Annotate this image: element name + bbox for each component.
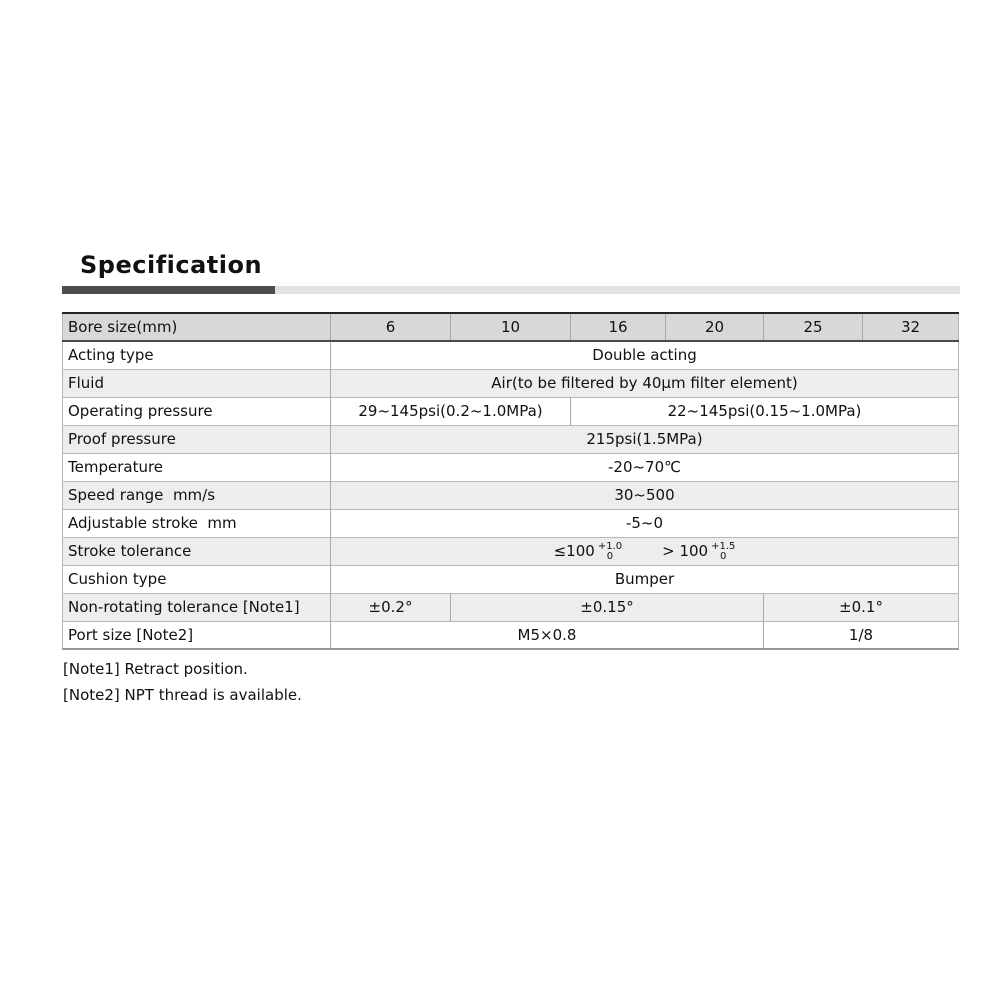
table-header-row bbox=[63, 313, 959, 341]
row-value-cell: -5~0 bbox=[331, 509, 959, 537]
table-row bbox=[63, 425, 959, 453]
table-row bbox=[63, 453, 959, 481]
bore-size-column-20: 20 bbox=[666, 313, 764, 341]
tolerance-value: ≤100 +1.0 0 bbox=[553, 540, 623, 562]
table-row bbox=[63, 621, 959, 649]
title-underline-dark-segment bbox=[62, 286, 275, 294]
table-row bbox=[63, 397, 959, 425]
row-value-cell: Air(to be filtered by 40μm filter element) bbox=[331, 369, 959, 397]
row-label: Non-rotating tolerance [Note1] bbox=[63, 593, 331, 621]
note-line: [Note1] Retract position. bbox=[63, 660, 248, 678]
row-value-cell: 1/8 bbox=[764, 621, 959, 649]
table-body bbox=[63, 341, 959, 649]
row-label: Proof pressure bbox=[63, 425, 331, 453]
table-row bbox=[63, 593, 959, 621]
table-row bbox=[63, 537, 959, 565]
tolerance-value: > 100 +1.5 0 bbox=[662, 540, 736, 562]
row-value-cell: ±0.2° bbox=[331, 593, 451, 621]
bore-size-column-25: 25 bbox=[764, 313, 863, 341]
bore-size-column-16: 16 bbox=[571, 313, 666, 341]
row-value-cell: 215psi(1.5MPa) bbox=[331, 425, 959, 453]
page-title: Specification bbox=[80, 251, 263, 279]
row-label: Adjustable stroke mm bbox=[63, 509, 331, 537]
row-value-cell: M5×0.8 bbox=[331, 621, 764, 649]
row-value-cell: 30~500 bbox=[331, 481, 959, 509]
row-value-cell: ±0.15° bbox=[451, 593, 764, 621]
bore-size-header-bold: Bore size bbox=[68, 318, 137, 336]
table-row bbox=[63, 481, 959, 509]
table-row bbox=[63, 341, 959, 369]
row-value-cell: Double acting bbox=[331, 341, 959, 369]
table-row bbox=[63, 369, 959, 397]
row-value-cell: Bumper bbox=[331, 565, 959, 593]
row-value-cell bbox=[331, 537, 959, 565]
row-label: Port size [Note2] bbox=[63, 621, 331, 649]
row-label: Cushion type bbox=[63, 565, 331, 593]
bore-size-header-label bbox=[63, 313, 331, 341]
title-underline bbox=[62, 286, 960, 294]
bore-size-header-unit: (mm) bbox=[136, 318, 178, 336]
table-row bbox=[63, 565, 959, 593]
bore-size-column-32: 32 bbox=[863, 313, 959, 341]
title-underline-light-segment bbox=[275, 286, 960, 294]
row-label: Stroke tolerance bbox=[63, 537, 331, 565]
row-label: Temperature bbox=[63, 453, 331, 481]
row-value-cell: 29~145psi(0.2~1.0MPa) bbox=[331, 397, 571, 425]
bore-size-column-6: 6 bbox=[331, 313, 451, 341]
row-value-cell: -20~70℃ bbox=[331, 453, 959, 481]
note-line: [Note2] NPT thread is available. bbox=[63, 686, 302, 704]
row-value-cell: 22~145psi(0.15~1.0MPa) bbox=[571, 397, 959, 425]
row-label: Acting type bbox=[63, 341, 331, 369]
row-label: Operating pressure bbox=[63, 397, 331, 425]
notes-section bbox=[63, 656, 302, 708]
row-value-cell: ±0.1° bbox=[764, 593, 959, 621]
row-label: Speed range mm/s bbox=[63, 481, 331, 509]
table-row bbox=[63, 509, 959, 537]
row-label: Fluid bbox=[63, 369, 331, 397]
bore-size-column-10: 10 bbox=[451, 313, 571, 341]
specification-table bbox=[62, 312, 959, 650]
